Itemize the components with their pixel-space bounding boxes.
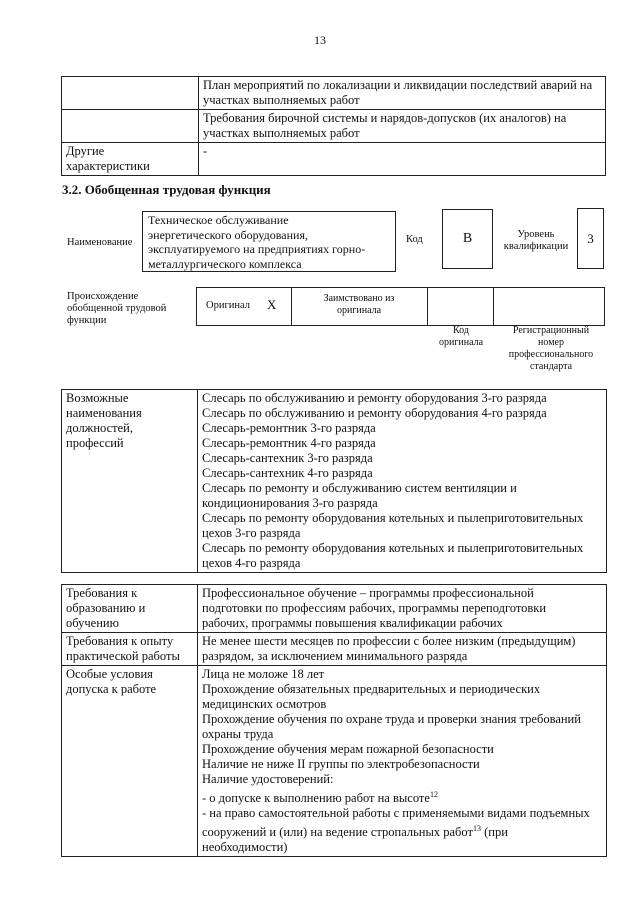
- code-value: В: [442, 209, 493, 269]
- list-item: Слесарь-сантехник 3-го разряда: [202, 451, 373, 465]
- positions-list: [198, 390, 607, 573]
- list-item: Слесарь по ремонту оборудования котельных и пылеприготовительных: [202, 511, 584, 525]
- other-characteristics-value: -: [199, 143, 606, 176]
- list-item: цехов 3-го разряда: [202, 526, 301, 540]
- top-table-empty-cell: [62, 77, 199, 110]
- other-characteristics-label: Другие характеристики: [62, 143, 199, 176]
- section-title: 3.2. Обобщенная трудовая функция: [62, 182, 271, 197]
- positions-label: Возможные наименования должностей, профессий: [62, 390, 198, 573]
- height-work-line: - о допуске к выполнению работ на высоте$^{12}$: [202, 790, 438, 806]
- education-label: Требования к образованию и обучению: [62, 585, 198, 633]
- list-item: кондиционирования 3-го разряда: [202, 496, 378, 510]
- top-table-row-1: План мероприятий по локализации и ликвидации последствий аварий на участках выполняемых работ: [199, 77, 606, 110]
- list-item: Слесарь по обслуживанию и ремонту оборудования 3-го разряда: [202, 391, 547, 405]
- experience-value: Не менее шести месяцев по профессии с более низким (предыдущим) разрядом, за исключением минимального разряда: [198, 633, 607, 666]
- list-item: Слесарь-сантехник 4-го разряда: [202, 466, 373, 480]
- name-label: Наименование: [67, 237, 133, 248]
- requirements-table: [61, 584, 607, 857]
- lifting-line: сооружений и (или) на ведение стропальных работ$^{13}$ (при: [202, 824, 508, 840]
- original-mark: X: [267, 297, 277, 312]
- list-item: Слесарь-ремонтник 4-го разряда: [202, 436, 376, 450]
- list-item: цехов 4-го разряда: [202, 556, 301, 570]
- borrowed-label: Заимствовано из оригинала: [323, 293, 395, 316]
- top-table-row-2: Требования бирочной системы и нарядов-допусков (их аналогов) на участках выполняемых работ: [199, 110, 606, 143]
- registration-number-caption: Регистрационный номер профессионального стандарта: [508, 325, 594, 372]
- origin-box: [196, 287, 605, 326]
- education-value: Профессиональное обучение – программы профессиональной подготовки по профессиям рабочих, программы переподготовки рабочих, программы повышения квалификации рабочих: [198, 585, 607, 633]
- admission-value: Лица не моложе 18 лет Прохождение обязательных предварительных и периодических медицинских осмотров Прохождение обучения по охране труда и проверки знания требований охраны труда Прохождение обучения мерам пожарной безопасности Наличие не ниже II группы по электробезопасности Наличие удостоверений: - о допуске к выполнению работ на высоте$^{12}$ - на право самостоятельной работы с применяемыми видами подъемных сооружений и (или) на ведение стропальных работ$^{13}$ (при необходимости): [198, 666, 607, 857]
- top-table: [61, 76, 606, 176]
- name-value: Техническое обслуживание энергетического оборудования, эксплуатируемого на предприятиях горно- металлургического комплекса: [142, 211, 396, 272]
- qualification-level-label: Уровень квалификации: [503, 229, 569, 252]
- list-item: Слесарь по ремонту и обслуживанию систем вентиляции и: [202, 481, 517, 495]
- code-label: Код: [406, 234, 423, 245]
- admission-label: Особые условия допуска к работе: [62, 666, 198, 857]
- footnote-13: 13: [472, 824, 481, 834]
- original-label: Оригинал: [206, 300, 250, 311]
- positions-table: [61, 389, 607, 573]
- list-item: Слесарь по обслуживанию и ремонту оборудования 4-го разряда: [202, 406, 547, 420]
- qualification-level-value: 3: [577, 208, 604, 269]
- list-item: Слесарь по ремонту оборудования котельных и пылеприготовительных: [202, 541, 584, 555]
- original-code-caption: Код оригинала: [438, 325, 484, 348]
- experience-label: Требования к опыту практической работы: [62, 633, 198, 666]
- list-item: Слесарь-ремонтник 3-го разряда: [202, 421, 376, 435]
- page-number: 13: [314, 33, 326, 47]
- origin-label: Происхождение обобщенной трудовой функции: [67, 291, 167, 326]
- footnote-12: 12: [429, 790, 438, 799]
